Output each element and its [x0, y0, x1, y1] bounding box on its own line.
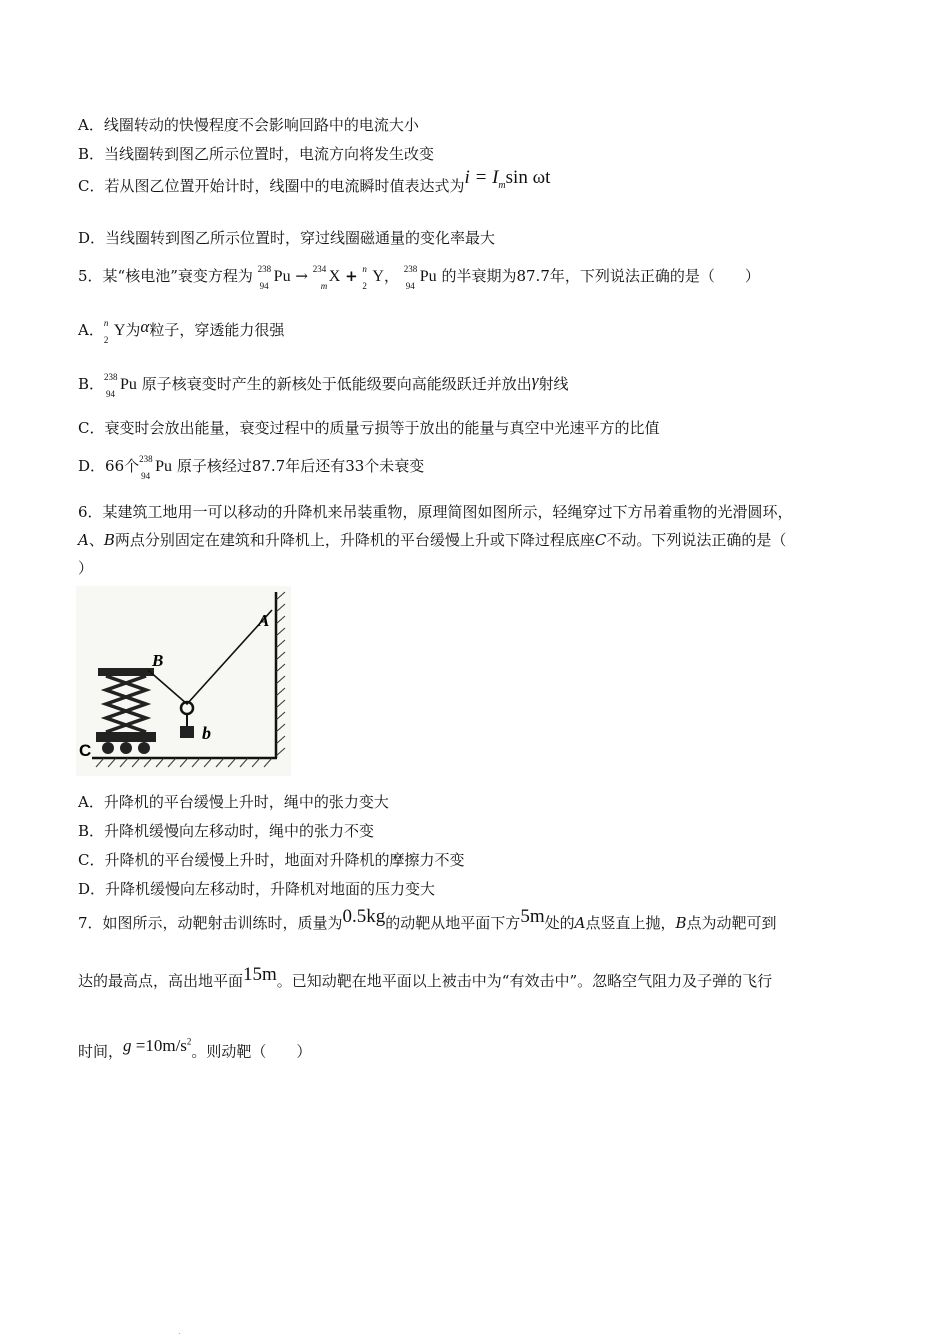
wheel-middle — [120, 742, 132, 754]
wheel-right — [138, 742, 150, 754]
q6-option-d: D．升降机缓慢向左移动时，升降机对地面的压力变大 — [78, 880, 436, 898]
pu-isotope: 238 94 Pu — [257, 264, 291, 291]
q5-option-d: D．66个 238 94 Pu 原子核经过87.7年后还有33个未衰变 — [78, 454, 425, 481]
label-weight-b: b — [202, 723, 211, 743]
q5-stem: 5．某“核电池”衰变方程为 238 94 Pu → 234 m X + n 2 Y， 238 94 Pu 的半衰期为87.7年，下列说法正确的是（ ） — [78, 264, 760, 291]
lift-platform — [98, 668, 154, 676]
q4-option-b: B．当线圈转到图乙所示位置时，电流方向将发生改变 — [78, 145, 435, 163]
pu-isotope-2: 238 94 Pu — [403, 264, 437, 291]
label-a: A — [258, 611, 270, 630]
q6-stem-line1: 6．某建筑工地用一可以移动的升降机来吊装重物，原理简图如图所示，轻绳穿过下方吊着重物的光滑圆环， — [78, 503, 793, 521]
q7-stem-line3: 时间，$g =10m/s^2$。则动靶（ ） — [78, 1035, 312, 1061]
q6-stem-line3: ） — [78, 559, 94, 577]
q4-formula: $i = I_m\sin$ ωt — [464, 167, 551, 191]
q4-option-c — [78, 167, 551, 204]
wheel-left — [102, 742, 114, 754]
lift-diagram — [76, 586, 291, 776]
q6-stem-line2: A、B两点分别固定在建筑和升降机上，升降机的平台缓慢上升或下降过程底座C不动。下列说法正确的是（ — [78, 531, 787, 549]
q5-option-c: C．衰变时会放出能量，衰变过程中的质量亏损等于放出的能量与真空中光速平方的比值 — [78, 419, 660, 437]
x-isotope: 234 m X — [312, 264, 341, 291]
q7-height: 15m — [243, 964, 277, 985]
q6-option-a: A．升降机的平台缓慢上升时，绳中的张力变大 — [78, 793, 389, 811]
q6-option-c: C．升降机的平台缓慢上升时，地面对升降机的摩擦力不变 — [78, 851, 465, 869]
q7-depth: 5m — [520, 906, 545, 927]
weight — [180, 726, 194, 738]
lift-base — [96, 732, 156, 742]
label-b: B — [152, 651, 164, 670]
q7-gravity: $g =10m/s^2$ — [123, 1035, 192, 1055]
q7-stem-line1: 7．如图所示，动靶射击训练时，质量为0.5kg的动靶从地平面下方5m处的A点竖直上抛，B点为动靶可到 — [78, 906, 777, 932]
q7-mass: 0.5kg — [342, 906, 386, 927]
q7-stem-line2: 达的最高点，高出地平面15m。已知动靶在地平面以上被击中为“有效击中”。忽略空气阻力及子弹的飞行 — [78, 964, 773, 990]
footer-dot: . — [178, 1327, 181, 1336]
q4-option-a: A．线圈转动的快慢程度不会影响回路中的电流大小 — [78, 116, 419, 134]
y-isotope: n 2 Y — [362, 264, 384, 291]
q4-option-c-text: C．若从图乙位置开始计时，线圈中的电流瞬时值表达式为 — [78, 177, 465, 195]
q4-option-d: D．当线圈转到图乙所示位置时，穿过线圈磁通量的变化率最大 — [78, 229, 496, 247]
q5-option-a: A． n 2 Y为α粒子，穿透能力很强 — [78, 317, 285, 345]
q6-option-b: B．升降机缓慢向左移动时，绳中的张力不变 — [78, 822, 375, 840]
q5-option-b: B． 238 94 Pu 原子核衰变时产生的新核处于低能级要向高能级跃迁并放出γ射线 — [78, 371, 569, 399]
label-c: C — [79, 741, 92, 760]
